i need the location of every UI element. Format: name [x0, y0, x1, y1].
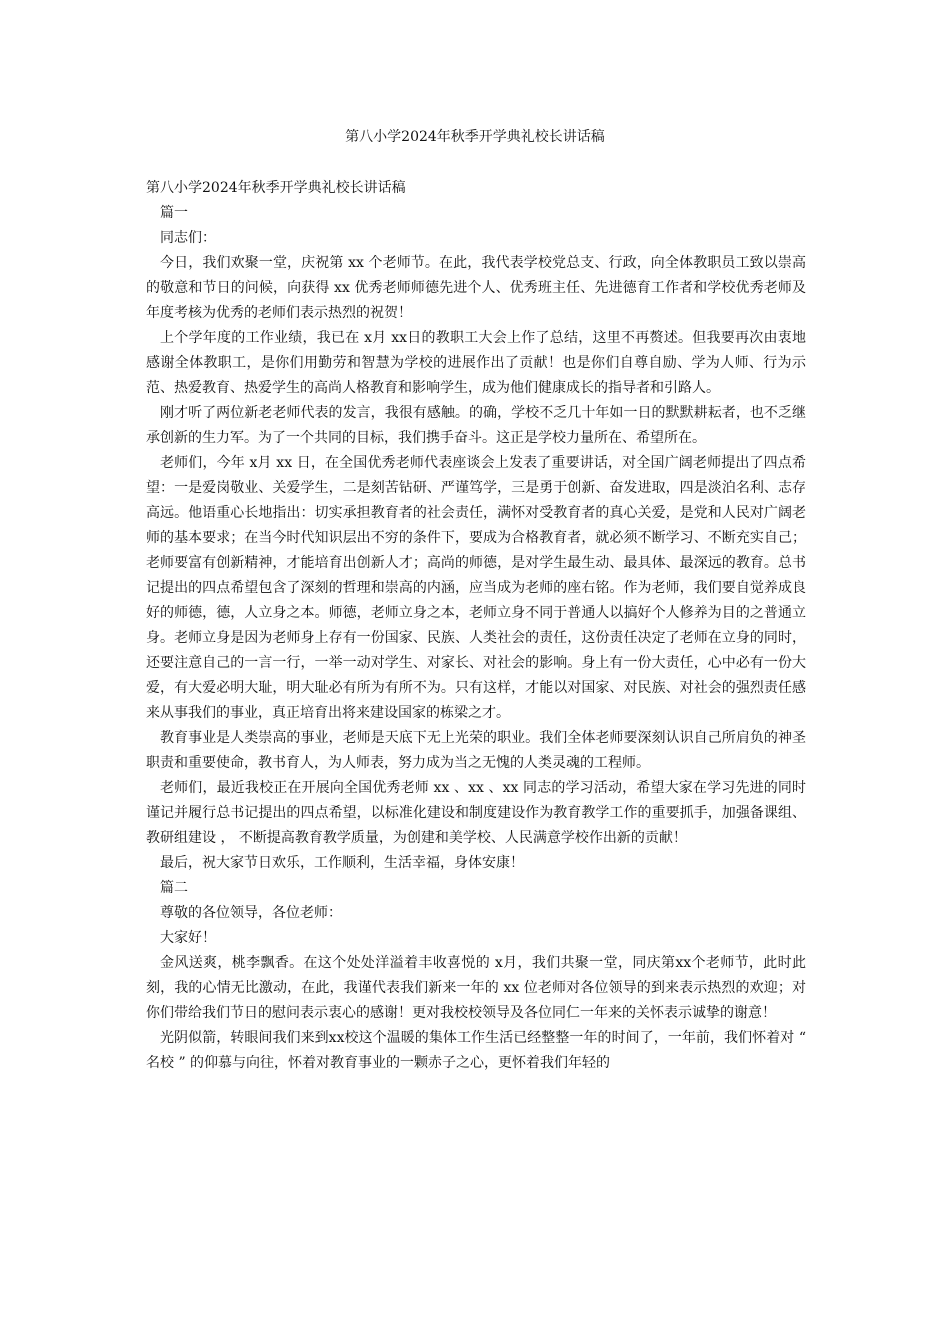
salutation-2: 尊敬的各位领导，各位老师：	[160, 905, 342, 921]
body-heading: 第八小学2024年秋季开学典礼校长讲话稿	[146, 180, 406, 196]
salutation-1: 同志们：	[160, 230, 216, 246]
paragraph: 老师们，最近我校正在开展向全国优秀老师 xx 、xx 、xx 同志的学习活动，希望大家在学习先进的同时谨记并履行总书记提出的四点希望，以标准化建设和制度建设作为教育教学工作的重要抓手，加强备课组、教研组建设 ， 不断提高教育教学质量，为创建和美学校、人民满意学校作出新的贡献！	[146, 780, 806, 846]
paragraph: 刚才听了两位新老老师代表的发言，我很有感触。的确，学校不乏几十年如一日的默默耕耘者，也不乏继承创新的生力军。为了一个共同的目标，我们携手奋斗。这正是学校力量所在、希望所在。	[146, 405, 806, 446]
page-title: 第八小学2024年秋季开学典礼校长讲话稿	[345, 129, 605, 145]
paragraph: 教育事业是人类崇高的事业，老师是天底下无上光荣的职业。我们全体老师要深刻认识自己所肩负的神圣职责和重要使命，教书育人，为人师表，努力成为当之无愧的人类灵魂的工程师。	[146, 730, 806, 771]
paragraph: 光阴似箭，转眼间我们来到xx校这个温暖的集体工作生活已经整整一年的时间了，一年前，我们怀着对 “ 名校 ” 的仰慕与向往，怀着对教育事业的一颗赤子之心，更怀着我们年轻的	[146, 1030, 806, 1071]
paragraph: 今日，我们欢聚一堂，庆祝第 xx 个老师节。在此，我代表学校党总支、行政，向全体教职员工致以崇高的敬意和节日的问候，向获得 xx 优秀老师师德先进个人、优秀班主任、先进德育工作者和学校优秀老师及年度考核为优秀的老师们表示热烈的祝贺！	[146, 255, 806, 321]
greeting: 大家好！	[160, 930, 216, 946]
section-label-2: 篇二	[160, 880, 188, 896]
paragraph: 老师们，今年 x月 xx 日，在全国优秀老师代表座谈会上发表了重要讲话，对全国广阔老师提出了四点希望：一是爱岗敬业、关爱学生，二是刻苦钻研、严谨笃学，三是勇于创新、奋发进取，四是淡泊名利、志存高远。他语重心长地指出：切实承担教育者的社会责任，满怀对受教育者的真心关爱，是党和人民对广阔老师的基本要求；在当今时代知识层出不穷的条件下，要成为合格教育者，就必须不断学习、不断充实自己；老师要富有创新精神，才能培育出创新人才；高尚的师德，是对学生最生动、最具体、最深远的教育。总书记提出的四点希望包含了深刻的哲理和崇高的内涵，应当成为老师的座右铭。作为老师，我们要自觉养成良好的师德，德，人立身之本。师德，老师立身之本，老师立身不同于普通人以搞好个人修养为目的之普通立身。老师立身是因为老师身上存有一份国家、民族、人类社会的责任，这份责任决定了老师在立身的同时，还要注意自己的一言一行，一举一动对学生、对家长、对社会的影响。身上有一份大责任，心中必有一份大爱，有大爱必明大耻，明大耻必有所为有所不为。只有这样，才能以对国家、对民族、对社会的强烈责任感来从事我们的事业，真正培育出将来建设国家的栋梁之才。	[146, 455, 806, 721]
section-label-1: 篇一	[160, 205, 188, 221]
document-body	[146, 176, 806, 1076]
paragraph: 上个学年度的工作业绩，我已在 x月 xx日的教职工大会上作了总结，这里不再赘述。但我要再次由衷地感谢全体教职工，是你们用勤劳和智慧为学校的进展作出了贡献！也是你们自尊自励、学为人师、行为示范、热爱教育、热爱学生的高尚人格教育和影响学生，成为他们健康成长的指导者和引路人。	[146, 330, 806, 396]
closing-wishes: 最后，祝大家节日欢乐，工作顺利，生活幸福，身体安康！	[160, 855, 524, 871]
paragraph: 金风送爽，桃李飘香。在这个处处洋溢着丰收喜悦的 x月，我们共聚一堂，同庆第xx个老师节，此时此刻，我的心情无比激动，在此，我谨代表我们新来一年的 xx 位老师对各位领导的到来表示热烈的欢迎；对你们带给我们节日的慰问表示衷心的感谢！更对我校校领导及各位同仁一年来的关怀表示诚挚的谢意！	[146, 955, 806, 1021]
